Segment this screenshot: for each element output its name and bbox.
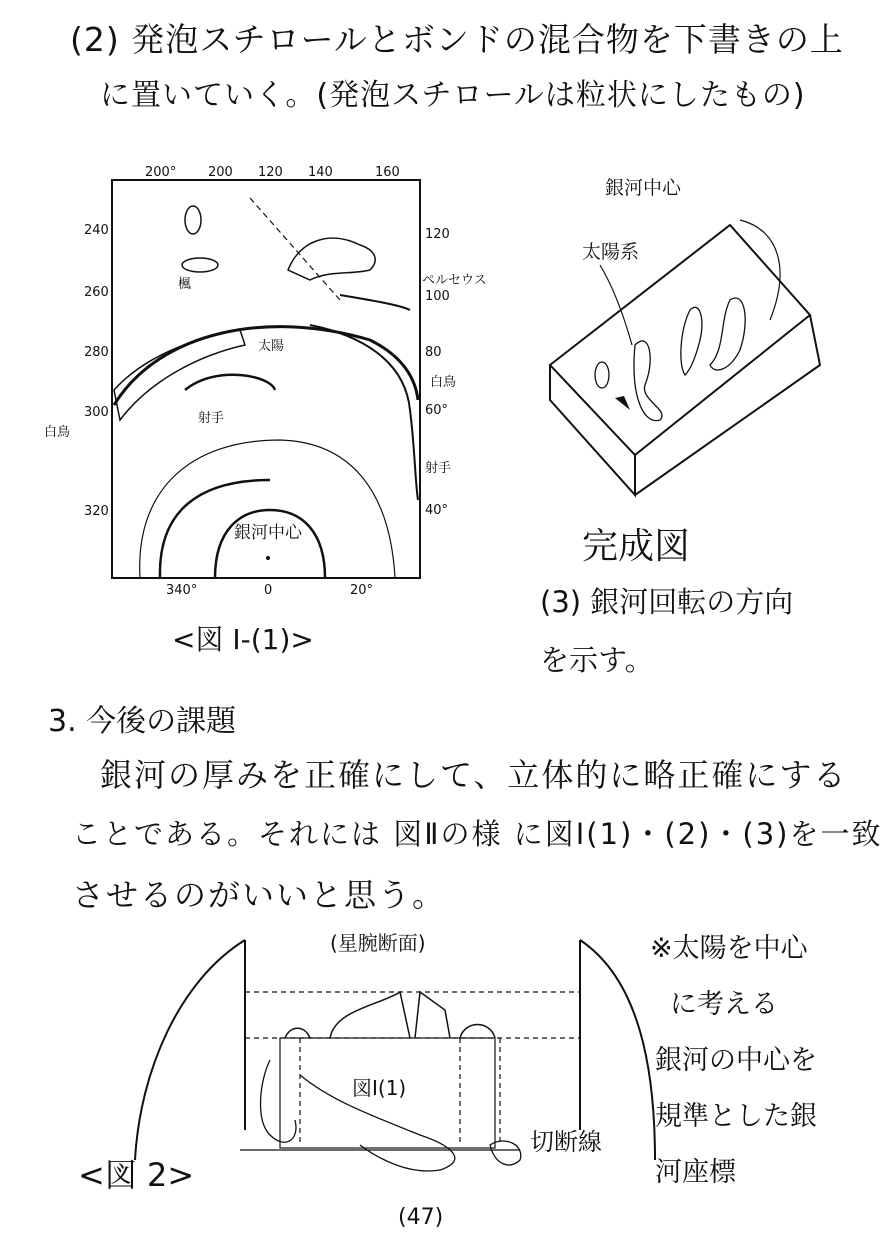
left-tick-1: 240 bbox=[84, 223, 109, 238]
completed-model-figure bbox=[540, 170, 840, 510]
intro-line-1: (2) 発泡スチロールとボンドの混合物を下書きの上 bbox=[70, 20, 844, 59]
label-sun: 太陽 bbox=[258, 339, 285, 354]
left-tick-3: 280 bbox=[84, 345, 109, 360]
top-tick-2: 200 bbox=[208, 165, 233, 180]
right-tick-3: 80 bbox=[425, 345, 442, 360]
paragraph-line-2: ことである。それには 図Ⅱの様 に図Ⅰ(1)・(2)・(3)を一致 bbox=[72, 817, 883, 851]
label-figure-inner: 図Ⅰ(1) bbox=[352, 1076, 407, 1100]
cross-section-figure bbox=[120, 920, 660, 1190]
left-tick-4: 300 bbox=[84, 405, 109, 420]
top-tick-labels bbox=[145, 165, 400, 180]
dashed-line bbox=[250, 198, 340, 300]
map-frame bbox=[112, 180, 420, 578]
intro-line-2: に置いていく。(発泡スチロールは粒状にしたもの) bbox=[100, 78, 806, 113]
note-line-2: に考える bbox=[670, 989, 778, 1020]
bottom-tick-1: 340° bbox=[166, 583, 198, 598]
arm-profile bbox=[285, 992, 495, 1038]
galactic-map-figure bbox=[40, 160, 487, 600]
right-tick-5: 40° bbox=[425, 503, 449, 518]
paragraph-line-1: 銀河の厚みを正確にして、立体的に略正確にする bbox=[100, 756, 848, 794]
top-tick-4: 140 bbox=[308, 165, 333, 180]
top-tick-1: 200° bbox=[145, 165, 177, 180]
arm-perseus-tail bbox=[340, 295, 410, 310]
model-arms bbox=[595, 298, 745, 421]
top-tick-3: 120 bbox=[258, 165, 283, 180]
perseus-blob bbox=[288, 238, 375, 280]
label-galactic-center-box: 銀河中心 bbox=[605, 177, 682, 199]
left-tick-labels bbox=[84, 223, 109, 519]
completed-desc-1: (3) 銀河回転の方向 bbox=[540, 585, 794, 619]
side-arcs bbox=[135, 940, 655, 1160]
bottom-tick-labels bbox=[166, 583, 373, 598]
rotation-arrow-icon bbox=[615, 396, 630, 410]
paragraph-line-3: させるのがいいと思う。 bbox=[72, 876, 447, 914]
figure1-caption: <図 Ⅰ-(1)> bbox=[172, 623, 314, 656]
left-tick-2: 260 bbox=[84, 285, 109, 300]
label-sagittarius-right: 射手 bbox=[425, 461, 452, 476]
arm-right bbox=[310, 325, 418, 500]
label-cygnus-right: 白鳥 bbox=[430, 375, 457, 390]
label-small-kanji: 楓 bbox=[178, 277, 192, 292]
arm-sagittarius bbox=[185, 375, 275, 390]
right-tick-1: 120 bbox=[425, 227, 450, 242]
label-sagittarius-center: 射手 bbox=[198, 411, 225, 426]
page-number: (47) bbox=[398, 1205, 444, 1230]
completed-title: 完成図 bbox=[582, 526, 691, 567]
left-tick-5: 320 bbox=[84, 504, 109, 519]
label-solar-system: 太陽系 bbox=[582, 241, 640, 263]
center-bulge bbox=[215, 510, 325, 578]
small-cloud-1 bbox=[185, 206, 201, 234]
note-line-4: 規準とした銀 bbox=[655, 1101, 817, 1132]
note-line-1: ※太陽を中心 bbox=[650, 933, 808, 964]
label-arm-section: (星腕断面) bbox=[330, 931, 426, 955]
right-tick-2: 100 bbox=[425, 289, 450, 304]
label-galactic-center: 銀河中心 bbox=[234, 523, 302, 543]
note-line-5: 河座標 bbox=[655, 1157, 736, 1188]
small-cloud-2 bbox=[182, 258, 218, 272]
note-line-3: 銀河の中心を bbox=[655, 1045, 817, 1076]
bottom-tick-2: 0 bbox=[264, 583, 273, 598]
bottom-tick-3: 20° bbox=[350, 583, 374, 598]
label-cygnus-left: 白鳥 bbox=[44, 425, 71, 440]
right-tick-4: 60° bbox=[425, 403, 449, 418]
figure2-caption: <図 2> bbox=[78, 1156, 195, 1194]
completed-desc-2: を示す。 bbox=[540, 643, 654, 677]
top-tick-5: 160 bbox=[375, 165, 400, 180]
center-dot bbox=[266, 556, 270, 560]
label-perseus: ペルセウス bbox=[422, 273, 487, 288]
section-heading: 3. 今後の課題 bbox=[48, 704, 237, 739]
center-pointer bbox=[740, 220, 780, 320]
label-cut-line: 切断線 bbox=[530, 1128, 602, 1156]
